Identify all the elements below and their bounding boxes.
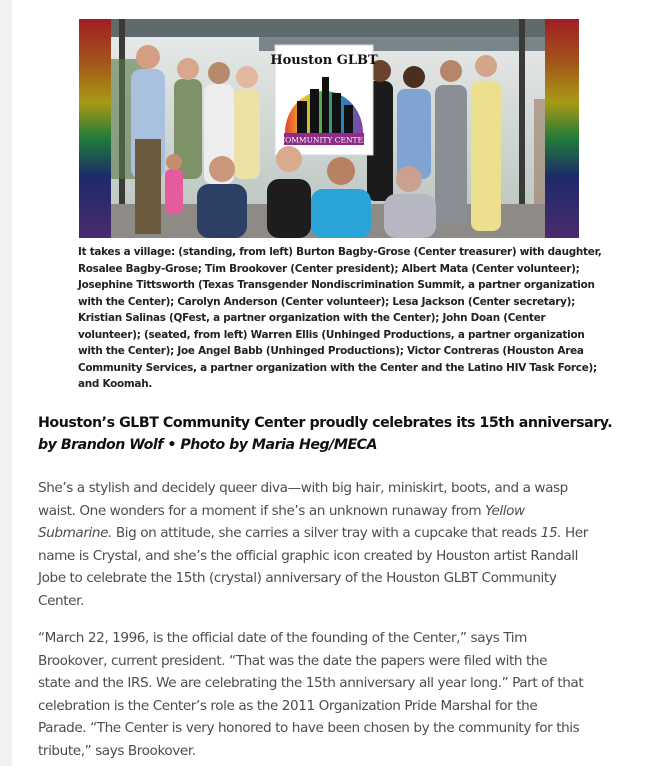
- rainbow-band-right: [545, 19, 579, 238]
- caption-line: with the Center); Joe Angel Babb (Unhinged Productions); Victor Contreras (Houston Area: [78, 345, 584, 357]
- paragraph-line: “March 22, 1996, is the official date of the founding of the Center,” says Tim: [38, 630, 527, 646]
- paragraph-line: tribute,” says Brookover.: [38, 742, 196, 759]
- text-run: Big on attitude, she carries a silver tray with a cupcake that reads: [111, 525, 541, 541]
- photo-caption: [78, 244, 602, 393]
- italic-title: Yellow: [485, 502, 525, 519]
- paragraph-line: Brookover, current president. “That was the date the papers were filed with the: [38, 652, 548, 669]
- paragraph-line: name is Crystal, and she’s the official graphic icon created by Houston artist Randall: [38, 547, 579, 564]
- paragraph-line: Center.: [38, 592, 84, 609]
- article-byline: by Brandon Wolf • Photo by Maria Heg/MECA: [38, 437, 378, 453]
- caption-line: volunteer); (seated, from left) Warren Ellis (Unhinged Productions, a partner organization: [78, 328, 585, 341]
- group-photo: [79, 19, 579, 238]
- article-headline: Houston’s GLBT Community Center proudly celebrates its 15th anniversary.: [38, 415, 613, 431]
- paragraph-line: [38, 522, 638, 545]
- caption-line: with the Center); Carolyn Anderson (Center volunteer); Lesa Jackson (Center secretary);: [78, 295, 576, 308]
- article-paragraph-1: [38, 477, 638, 612]
- italic-number: 15.: [540, 525, 562, 541]
- caption-line: Rosalee Bagby-Grose; Tim Brookover (Center president); Albert Mata (Center volunteer);: [78, 262, 580, 275]
- paragraph-line: Jobe to celebrate the 15th (crystal) anniversary of the Houston GLBT Community: [38, 570, 557, 586]
- caption-line: and Koomah.: [78, 378, 153, 390]
- caption-line: Community Services, a partner organization with the Center and the Latino HIV Task Force);: [78, 361, 597, 374]
- paragraph-line: Parade. “The Center is very honored to have been chosen by the community for this: [38, 720, 580, 736]
- text-run: Her: [561, 525, 588, 541]
- sign-subtitle-text: COMMUNITY CENTER: [279, 135, 369, 145]
- italic-title: Submarine.: [38, 525, 112, 541]
- caption-line: Kristian Salinas (QFest, a partner organization with the Center); John Doan (Center: [78, 312, 546, 324]
- paragraph-line: state and the IRS. We are celebrating the 15th anniversary all year long.” Part of that: [38, 675, 584, 691]
- sign-title-text: Houston GLBT: [270, 53, 378, 68]
- page-margin-strip: [0, 0, 12, 766]
- rainbow-band-left: [79, 19, 111, 238]
- caption-line: It takes a village: (standing, from left) Burton Bagby-Grose (Center treasurer) with daughter,: [78, 246, 602, 258]
- paragraph-line: She’s a stylish and decidely queer diva—with big hair, miniskirt, boots, and a wasp: [38, 480, 568, 496]
- text-run: waist. One wonders for a moment if she’s an unknown runaway from: [38, 502, 486, 519]
- paragraph-line: celebration is the Center’s role as the 2011 Organization Pride Marshal for the: [38, 697, 538, 714]
- paragraph-line: [38, 500, 638, 523]
- article-paragraph-2: [38, 627, 638, 762]
- caption-line: Josephine Tittsworth (Texas Transgender Nondiscrimination Summit, a partner organization: [78, 279, 595, 291]
- community-center-sign: [270, 45, 378, 155]
